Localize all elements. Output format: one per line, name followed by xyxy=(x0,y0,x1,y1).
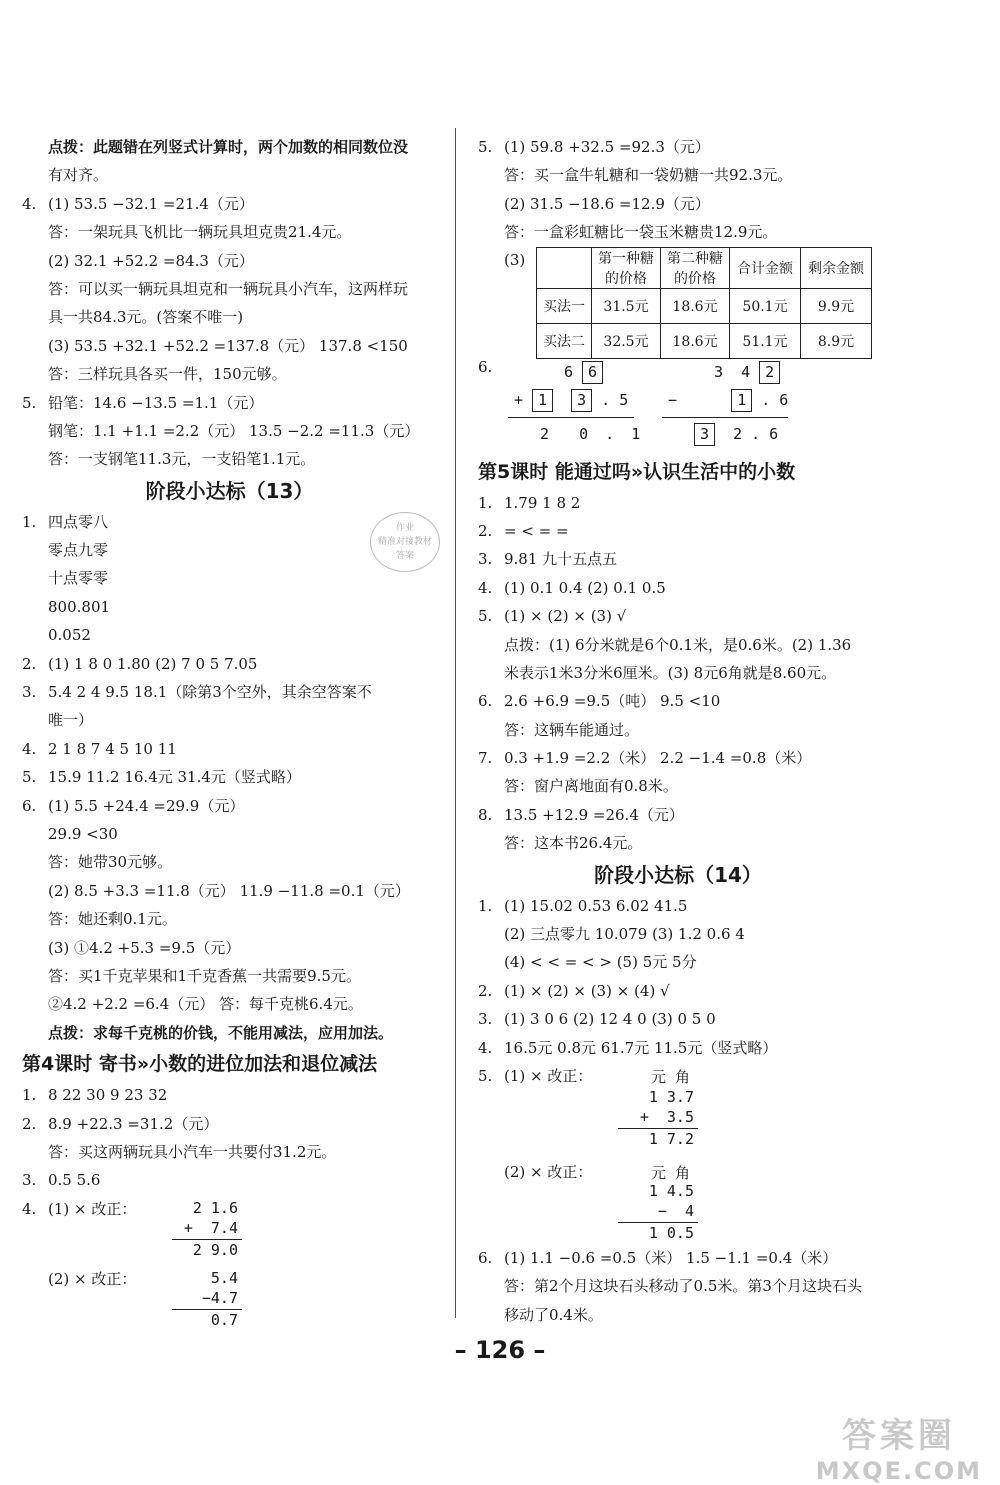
answer-5: 5. 15.9 11.2 16.4元 31.4元（竖式略） xyxy=(22,768,301,787)
lesson-5-heading: 第5课时 能通过吗»认识生活中的小数 xyxy=(478,460,796,483)
answer-line: 唯一） xyxy=(48,711,94,730)
answer-5: 5. (1) 59.8 +32.5 =92.3（元） xyxy=(478,138,710,156)
answer-line: 答：窗户离地面有0.8米。 xyxy=(504,777,678,796)
vertical-addition: 元 角 1 3.7 + 3.5 1 7.2 xyxy=(608,1066,698,1152)
answer-5-correction-2: (2) × 改正： 元 角 1 4.5 − 4 1 0.5 xyxy=(478,1154,878,1244)
table-header: 第二种糖的价格 xyxy=(661,247,730,288)
lesson-4-heading: 第4课时 寄书»小数的进位加法和退位减法 xyxy=(22,1053,378,1076)
answer-2: 2. (1) × (2) × (3) × (4) √ xyxy=(478,981,670,1000)
answer-line: 答：这本书26.4元。 xyxy=(504,834,643,853)
section-heading-14: 阶段小达标（14） xyxy=(594,862,762,887)
answer-line: 移动了0.4米。 xyxy=(504,1305,603,1324)
answer-line: 钢笔：1.1 +1.1 =2.2（元） 13.5 −2.2 =11.3（元） xyxy=(48,421,420,440)
answer-line: 答：买这两辆玩具小汽车一共要付31.2元。 xyxy=(48,1142,337,1161)
answer-6: 6. (1) 5.5 +24.4 =29.9（元） xyxy=(22,796,245,815)
answer-line: 答：一盒彩虹糖比一袋玉米糖贵12.9元。 xyxy=(504,223,778,242)
price-table xyxy=(536,247,872,359)
answer-line: 答：买一盒牛轧糖和一袋奶糖一共92.3元。 xyxy=(504,166,793,185)
answer-2: 2. 8.9 +22.3 =31.2（元） xyxy=(22,1114,219,1133)
answer-line: 具一共84.3元。(答案不唯一) xyxy=(48,308,244,327)
addition-puzzle: 6 6 + 1 3 . 5 2 0 . 1 xyxy=(504,359,634,449)
answer-4: 4. 2 1 8 7 4 5 10 11 xyxy=(22,739,177,758)
answer-line: 800.801 xyxy=(48,597,111,616)
answer-line: (2) 32.1 +52.2 =84.3（元） xyxy=(48,251,254,270)
answer-line: (2) 8.5 +3.3 =11.8（元） 11.9 −11.8 =0.1（元） xyxy=(48,881,410,900)
answer-7: 7. 0.3 +1.9 =2.2（米） 2.2 −1.4 =0.8（米） xyxy=(478,749,812,768)
table-row: 买法一 31.5元 18.6元 50.1元 9.9元 xyxy=(537,288,872,323)
right-column xyxy=(478,133,878,1329)
answer-line: 答：一支钢笔11.3元，一支铅笔1.1元。 xyxy=(48,450,316,469)
answer-1: 1. 8 22 30 9 23 32 xyxy=(22,1086,168,1105)
answer-1: 1. (1) 15.02 0.53 6.02 41.5 xyxy=(478,896,688,915)
answer-3: 3. 0.5 5.6 xyxy=(22,1171,101,1190)
answer-line: 答：买1千克苹果和1千克香蕉一共需要9.5元。 xyxy=(48,966,361,985)
vertical-addition: 2 1.6 + 7.4 2 9.0 xyxy=(152,1199,242,1263)
table-header: 剩余金额 xyxy=(801,247,872,288)
answer-line: 答：这辆车能通过。 xyxy=(504,720,640,739)
stamp: 作业 精准对接教材 答案 xyxy=(370,512,440,572)
answer-line: 十点零零 xyxy=(48,569,109,588)
answer-line: 答：她还剩0.1元。 xyxy=(48,910,177,929)
hint-line: 点拨：(1) 6分米就是6个0.1米，是0.6米。(2) 1.36 xyxy=(504,635,852,654)
answer-6: 6. (1) 1.1 −0.6 =0.5（米） 1.5 −1.1 =0.4（米） xyxy=(478,1248,838,1267)
answer-1: 1. 1.79 1 8 2 xyxy=(478,493,581,512)
answer-line: 答：一架玩具飞机比一辆玩具坦克贵21.4元。 xyxy=(48,223,352,242)
answer-line: (4) < < = < > (5) 5元 5分 xyxy=(504,953,697,972)
answer-8: 8. 13.5 +12.9 =26.4（元） xyxy=(478,805,684,824)
answer-6: 6. 2.6 +6.9 =9.5（吨） 9.5 <10 xyxy=(478,692,721,711)
answer-4-correction: 4. (1) × 改正： 2 1.6 + 7.4 2 9.0 xyxy=(22,1195,437,1265)
answer-3: 3. 5.4 2 4 9.5 18.1（除第3个空外，其余空答案不 xyxy=(22,683,372,702)
answer-1: 1. 四点零八 xyxy=(22,512,109,531)
answer-4: 4. (1) 53.5 −32.1 =21.4（元） xyxy=(22,194,254,213)
answer-line: 零点九零 xyxy=(48,541,109,560)
hint-line: 有对齐。 xyxy=(48,166,109,185)
answer-line: (3) 53.5 +32.1 +52.2 =137.8（元） 137.8 <150 xyxy=(48,336,408,355)
table-row: 买法二 32.5元 18.6元 51.1元 8.9元 xyxy=(537,323,872,358)
answer-4: 4. (1) 0.1 0.4 (2) 0.1 0.5 xyxy=(478,578,666,597)
vertical-subtraction: 元 角 1 4.5 − 4 1 0.5 xyxy=(608,1162,698,1244)
hint-line: 点拨：求每千克桃的价钱，不能用减法，应用加法。 xyxy=(48,1023,394,1042)
left-column xyxy=(22,133,437,1331)
page-number: – 126 – xyxy=(454,1336,546,1364)
table-header: 第一种糖的价格 xyxy=(592,247,661,288)
answer-5: 5. 铅笔：14.6 −13.5 =1.1（元） xyxy=(22,393,264,412)
answer-line: 答：第2个月这块石头移动了0.5米。第3个月这块石头 xyxy=(504,1277,862,1296)
answer-5-3: (3) 第一种糖的价格 第二种糖的价格 合计金额 剩余金额 买法一 31.5元 18.6元 50.1元 9.9元 买法二 32.5元 18.6元 51.1元 8.9元 xyxy=(478,247,878,359)
hint-line: 点拨：此题错在列竖式计算时，两个加数的相同数位没 xyxy=(48,138,409,156)
answer-line: (3) ①4.2 +5.3 =9.5（元） xyxy=(48,938,241,957)
subtraction-puzzle: 3 4 2 − 1 . 6 3 2 . 6 xyxy=(658,359,788,449)
answer-3: 3. 9.81 九十五点五 xyxy=(478,550,618,569)
column-divider xyxy=(455,128,456,1318)
answer-line: 29.9 <30 xyxy=(48,824,118,843)
answer-3: 3. (1) 3 0 6 (2) 12 4 0 (3) 0 5 0 xyxy=(478,1010,716,1029)
answer-5-correction: 5. (1) × 改正： 元 角 1 3.7 + 3.5 1 7.2 xyxy=(478,1062,878,1154)
answer-4: 4. 16.5元 0.8元 61.7元 11.5元（竖式略） xyxy=(478,1038,778,1057)
answer-2: 2. (1) 1 8 0 1.80 (2) 7 0 5 7.05 xyxy=(22,654,258,673)
vertical-subtraction: 5.4 −4.7 0.7 xyxy=(152,1269,242,1331)
section-heading-13: 阶段小达标（13） xyxy=(145,478,314,503)
answer-4-correction-2: (2) × 改正： 5.4 −4.7 0.7 xyxy=(22,1265,437,1331)
answer-line: ②4.2 +2.2 =6.4（元） 答：每千克桃6.4元。 xyxy=(48,995,363,1014)
answer-line: (2) 31.5 −18.6 =12.9（元） xyxy=(504,194,710,213)
answer-5: 5. (1) × (2) × (3) √ xyxy=(478,607,627,626)
watermark-logo: 答案圈 MXQE.COM xyxy=(815,1416,982,1485)
answer-2: 2. = < = = xyxy=(478,521,569,540)
hint-line: 米表示1米3分米6厘米。(3) 8元6角就是8.60元。 xyxy=(504,663,837,682)
answer-line: 0.052 xyxy=(48,626,91,645)
answer-line: (2) 三点零九 10.079 (3) 1.2 0.6 4 xyxy=(504,925,745,944)
answer-line: 答：可以买一辆玩具坦克和一辆玩具小汽车，这两样玩 xyxy=(48,279,409,298)
answer-6-puzzles: 6. 6 6 + 1 3 . 5 2 0 . 1 3 4 2 − 1 . 6 3 2 . 6 xyxy=(478,359,878,455)
answer-line: 答：三样玩具各买一件，150元够。 xyxy=(48,365,287,384)
answer-line: 答：她带30元够。 xyxy=(48,853,173,872)
table-header: 合计金额 xyxy=(730,247,801,288)
